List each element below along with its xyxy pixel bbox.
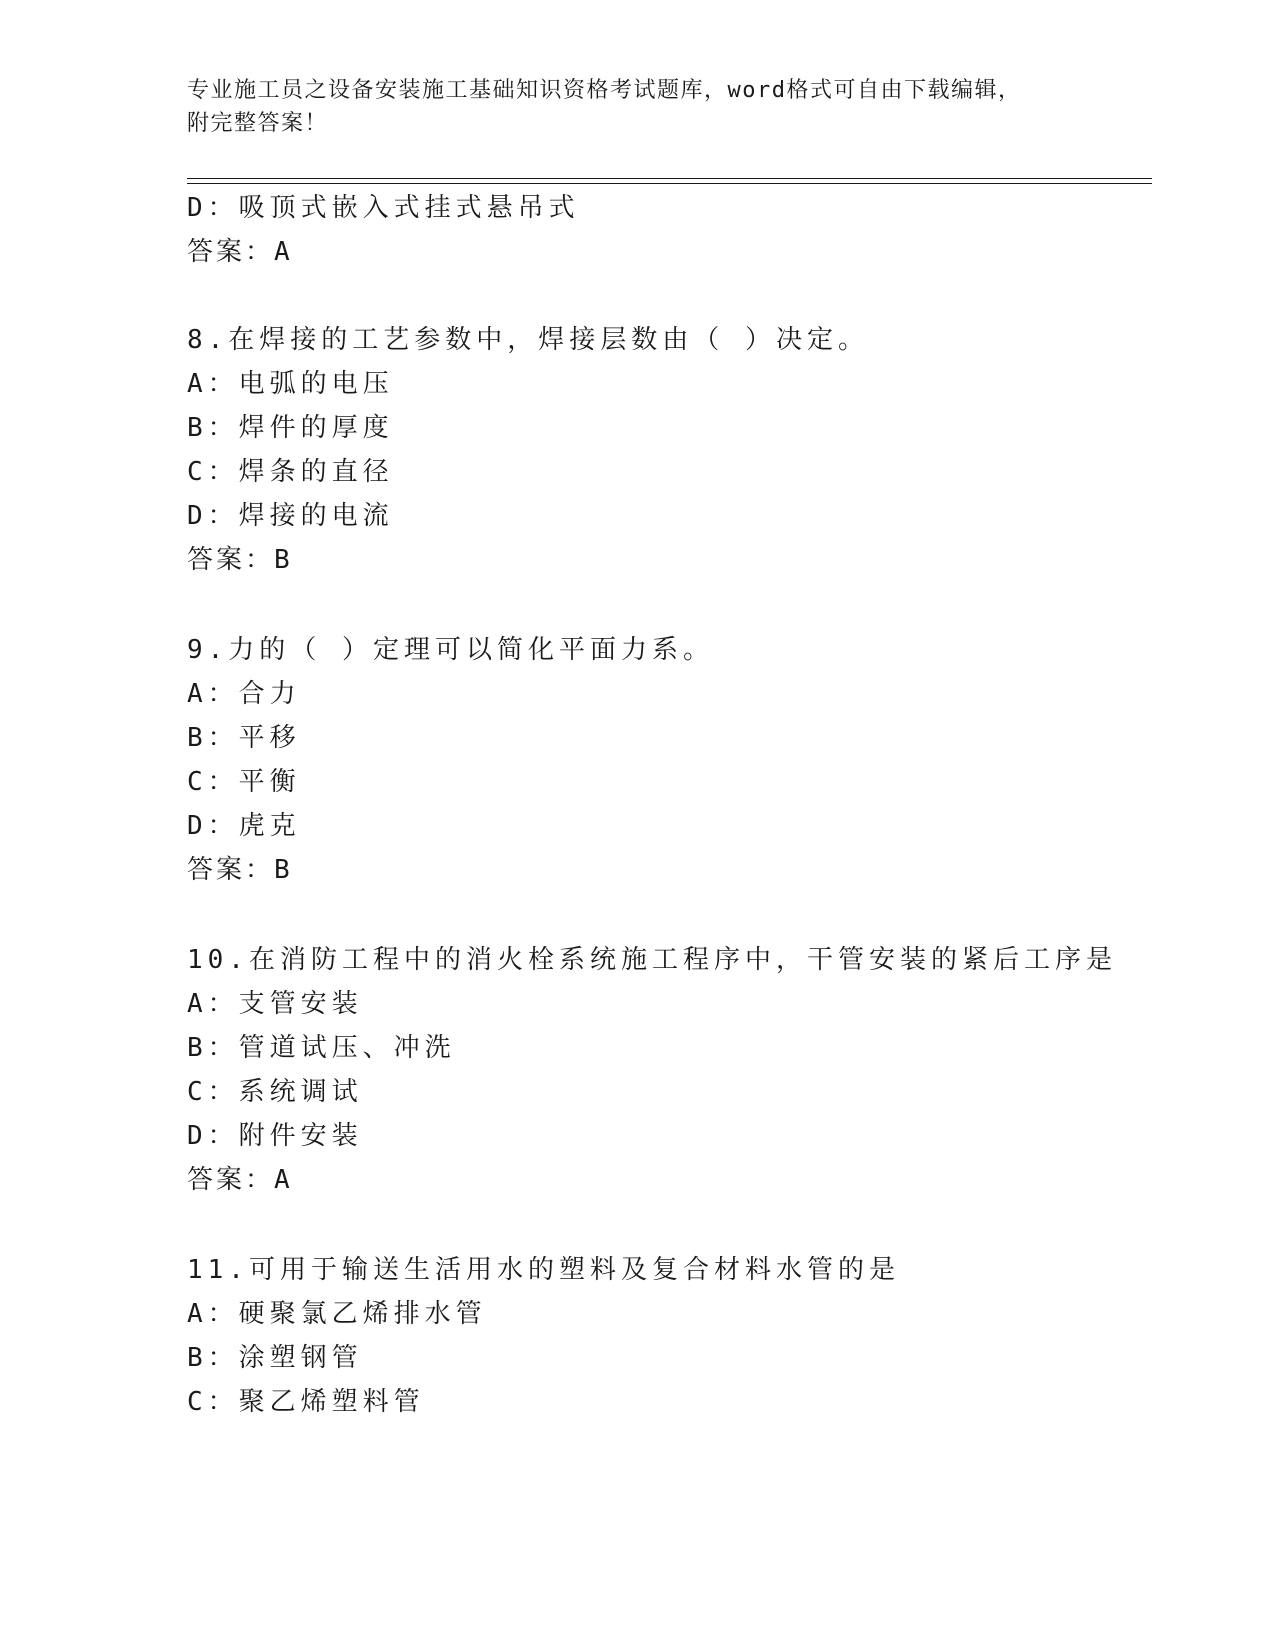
q10-option-b: B：管道试压、冲洗 bbox=[187, 1033, 456, 1063]
header-divider-top bbox=[187, 178, 1152, 179]
q8-option-d: D：焊接的电流 bbox=[187, 501, 394, 531]
q10-option-a: A：支管安装 bbox=[187, 989, 363, 1019]
prev-option-d: D：吸顶式嵌入式挂式悬吊式 bbox=[187, 193, 580, 223]
q9-option-b: B：平移 bbox=[187, 723, 301, 753]
header-divider-bottom bbox=[187, 183, 1152, 184]
q9-option-c: C：平衡 bbox=[187, 767, 301, 797]
q8-option-a: A：电弧的电压 bbox=[187, 369, 394, 399]
q10-option-c: C：系统调试 bbox=[187, 1077, 363, 1107]
q9-question: 9.力的（ ）定理可以简化平面力系。 bbox=[187, 635, 714, 665]
q8-answer: 答案：B bbox=[187, 545, 293, 575]
q8-question: 8.在焊接的工艺参数中，焊接层数由（ ）决定。 bbox=[187, 325, 869, 355]
q9-option-a: A：合力 bbox=[187, 679, 301, 709]
q10-question: 10.在消防工程中的消火栓系统施工程序中，干管安装的紧后工序是 bbox=[187, 945, 1117, 975]
document-header bbox=[187, 74, 1087, 140]
q9-answer: 答案：B bbox=[187, 855, 293, 885]
q10-answer: 答案：A bbox=[187, 1165, 293, 1195]
prev-answer: 答案：A bbox=[187, 237, 293, 267]
q11-option-b: B：涂塑钢管 bbox=[187, 1343, 363, 1373]
q8-option-c: C：焊条的直径 bbox=[187, 457, 394, 487]
header-line-2: 附完整答案！ bbox=[187, 111, 329, 136]
q10-option-d: D：附件安装 bbox=[187, 1121, 363, 1151]
q11-question: 11.可用于输送生活用水的塑料及复合材料水管的是 bbox=[187, 1255, 900, 1285]
q8-option-b: B：焊件的厚度 bbox=[187, 413, 394, 443]
q11-option-c: C：聚乙烯塑料管 bbox=[187, 1387, 425, 1417]
q9-option-d: D：虎克 bbox=[187, 811, 301, 841]
header-line-1: 专业施工员之设备安装施工基础知识资格考试题库，word格式可自由下载编辑， bbox=[187, 78, 1022, 103]
q11-option-a: A：硬聚氯乙烯排水管 bbox=[187, 1299, 487, 1329]
